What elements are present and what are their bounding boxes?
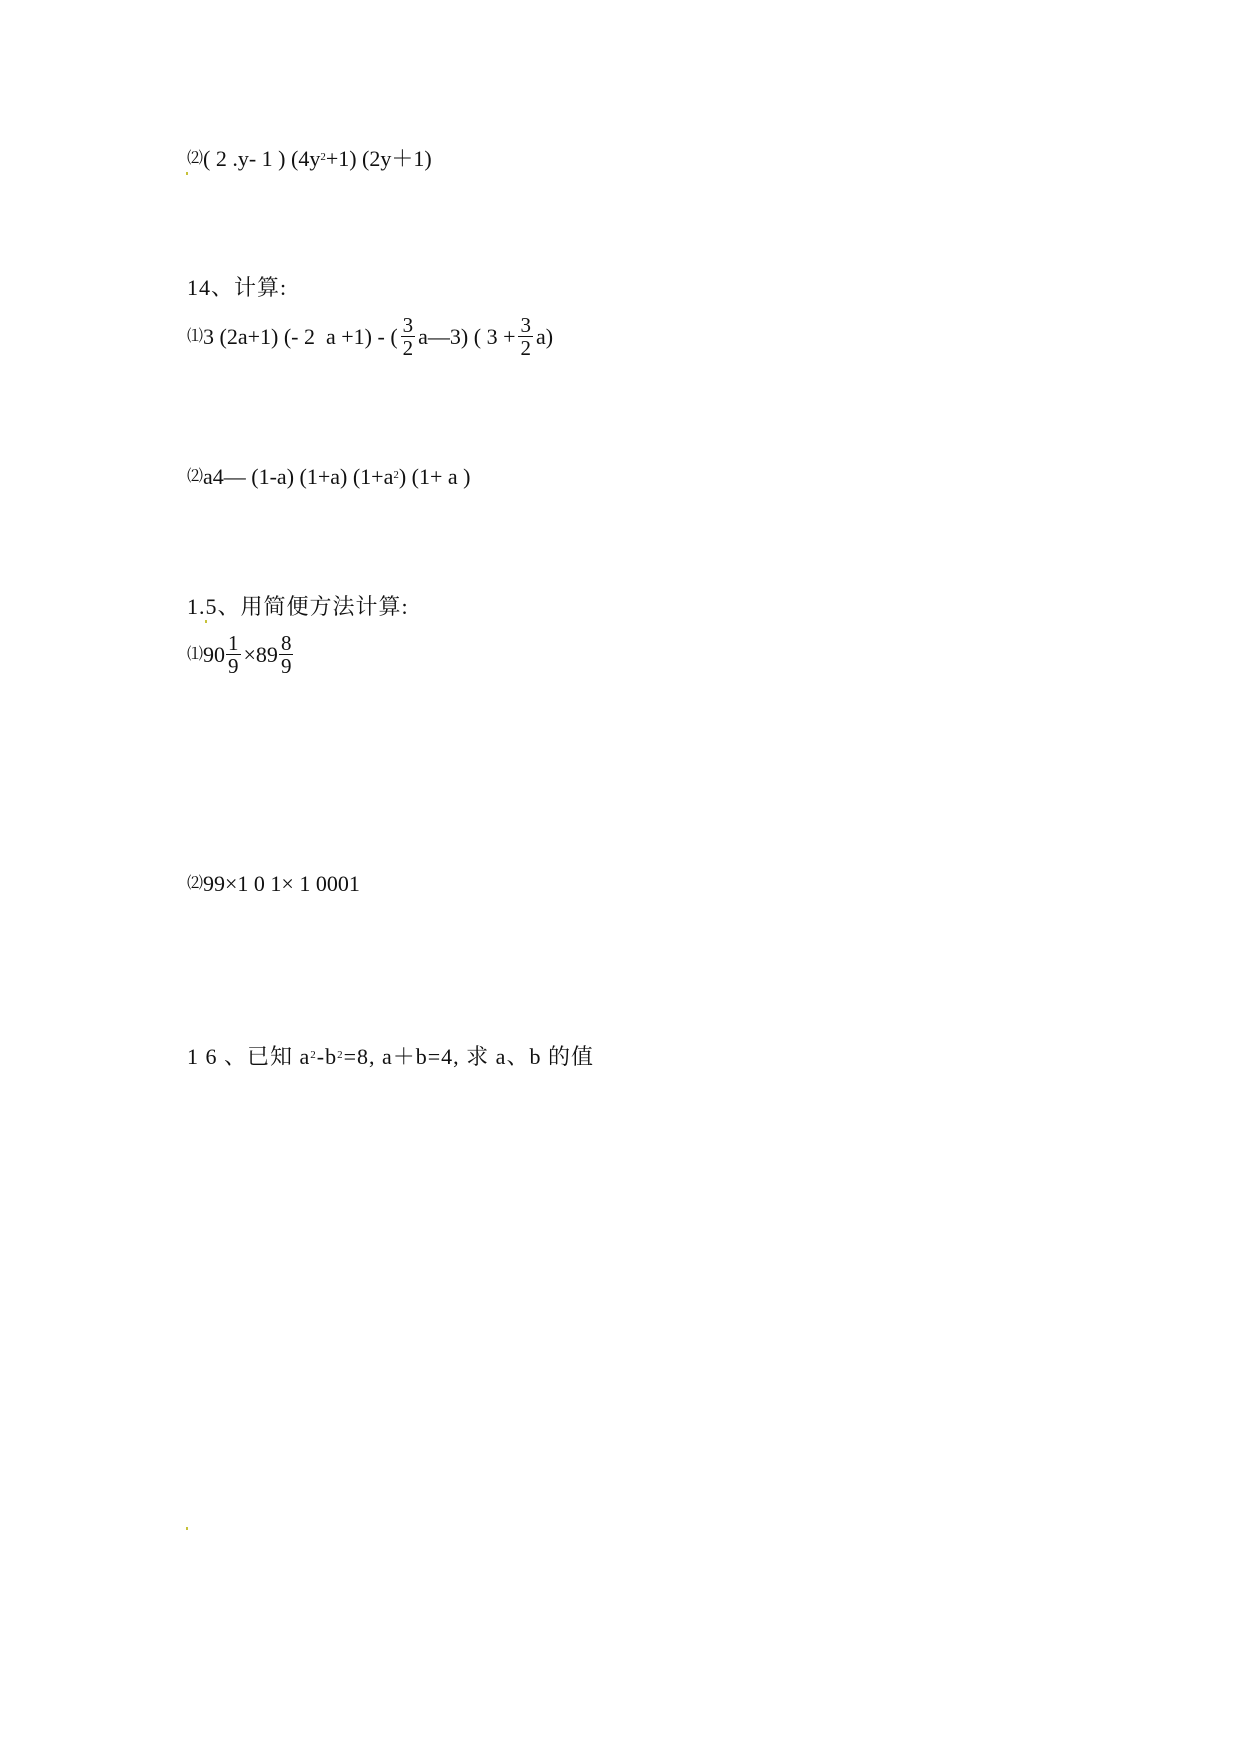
expression-part: a4— (1-a) (1+a) (1+a <box>203 464 394 489</box>
fraction-numerator: 3 <box>520 313 531 337</box>
q15-title <box>187 593 409 621</box>
expression-part: a) <box>535 323 554 349</box>
whole-number: 90 <box>203 641 226 667</box>
item-label: ⑴ <box>187 327 203 345</box>
fraction-denominator: 9 <box>228 654 239 678</box>
fraction <box>518 314 533 359</box>
item-label: ⑵ <box>187 468 203 485</box>
expression-part: 3 (2a+1) (- 2 a +1) - ( <box>203 323 398 349</box>
expression-part: +1) (2y＋1) <box>325 146 432 171</box>
question-text: 1 6 、已知 a <box>187 1044 311 1069</box>
fraction-denominator: 9 <box>280 654 292 678</box>
q14-part1 <box>187 314 553 359</box>
fraction-denominator: 2 <box>402 336 414 360</box>
q16: 1 6 、已知 a $^2$ -b $^2$ =8, a＋b=4, 求 a、b 的值 <box>187 1044 594 1069</box>
fraction-numerator: 8 <box>280 631 292 655</box>
expression-part: ×89 <box>243 641 278 667</box>
q15-part2 <box>187 870 360 898</box>
question-text: =8, a＋b=4, 求 a、b 的值 <box>343 1044 594 1069</box>
question-title: 14、计算: <box>187 275 288 300</box>
fraction-numerator: 3 <box>402 313 414 337</box>
fraction-denominator: 2 <box>520 336 531 360</box>
scan-speck <box>186 1527 188 1530</box>
fraction <box>401 314 416 359</box>
item-label: ⑵ <box>187 150 203 167</box>
expression-part: ) (1+ a ) <box>398 464 471 489</box>
fraction <box>279 632 294 677</box>
fraction-numerator: 1 <box>228 631 239 655</box>
fraction <box>226 632 241 677</box>
question-text: -b <box>316 1044 338 1069</box>
q14-part2: ⑵ a4— (1-a) (1+a) (1+a $^2$ ) (1+ a ) <box>187 464 471 489</box>
expression-part: ( 2 .y- 1 ) (4y <box>203 146 321 171</box>
q14-title <box>187 274 287 302</box>
item-label: ⑵ <box>187 875 203 892</box>
q13-part2: ⑵ ( 2 .y- 1 ) (4y $^2$ +1) (2y＋1) <box>187 146 432 171</box>
item-label: ⑴ <box>187 645 203 663</box>
q15-part1 <box>187 632 296 677</box>
scan-speck <box>186 172 188 175</box>
expression-part: 99×1 0 1× 1 0001 <box>203 871 360 896</box>
scan-speck <box>205 620 207 623</box>
expression-part: a—3) ( 3 + <box>418 323 516 349</box>
question-title: 1.5、用简便方法计算: <box>187 594 409 619</box>
